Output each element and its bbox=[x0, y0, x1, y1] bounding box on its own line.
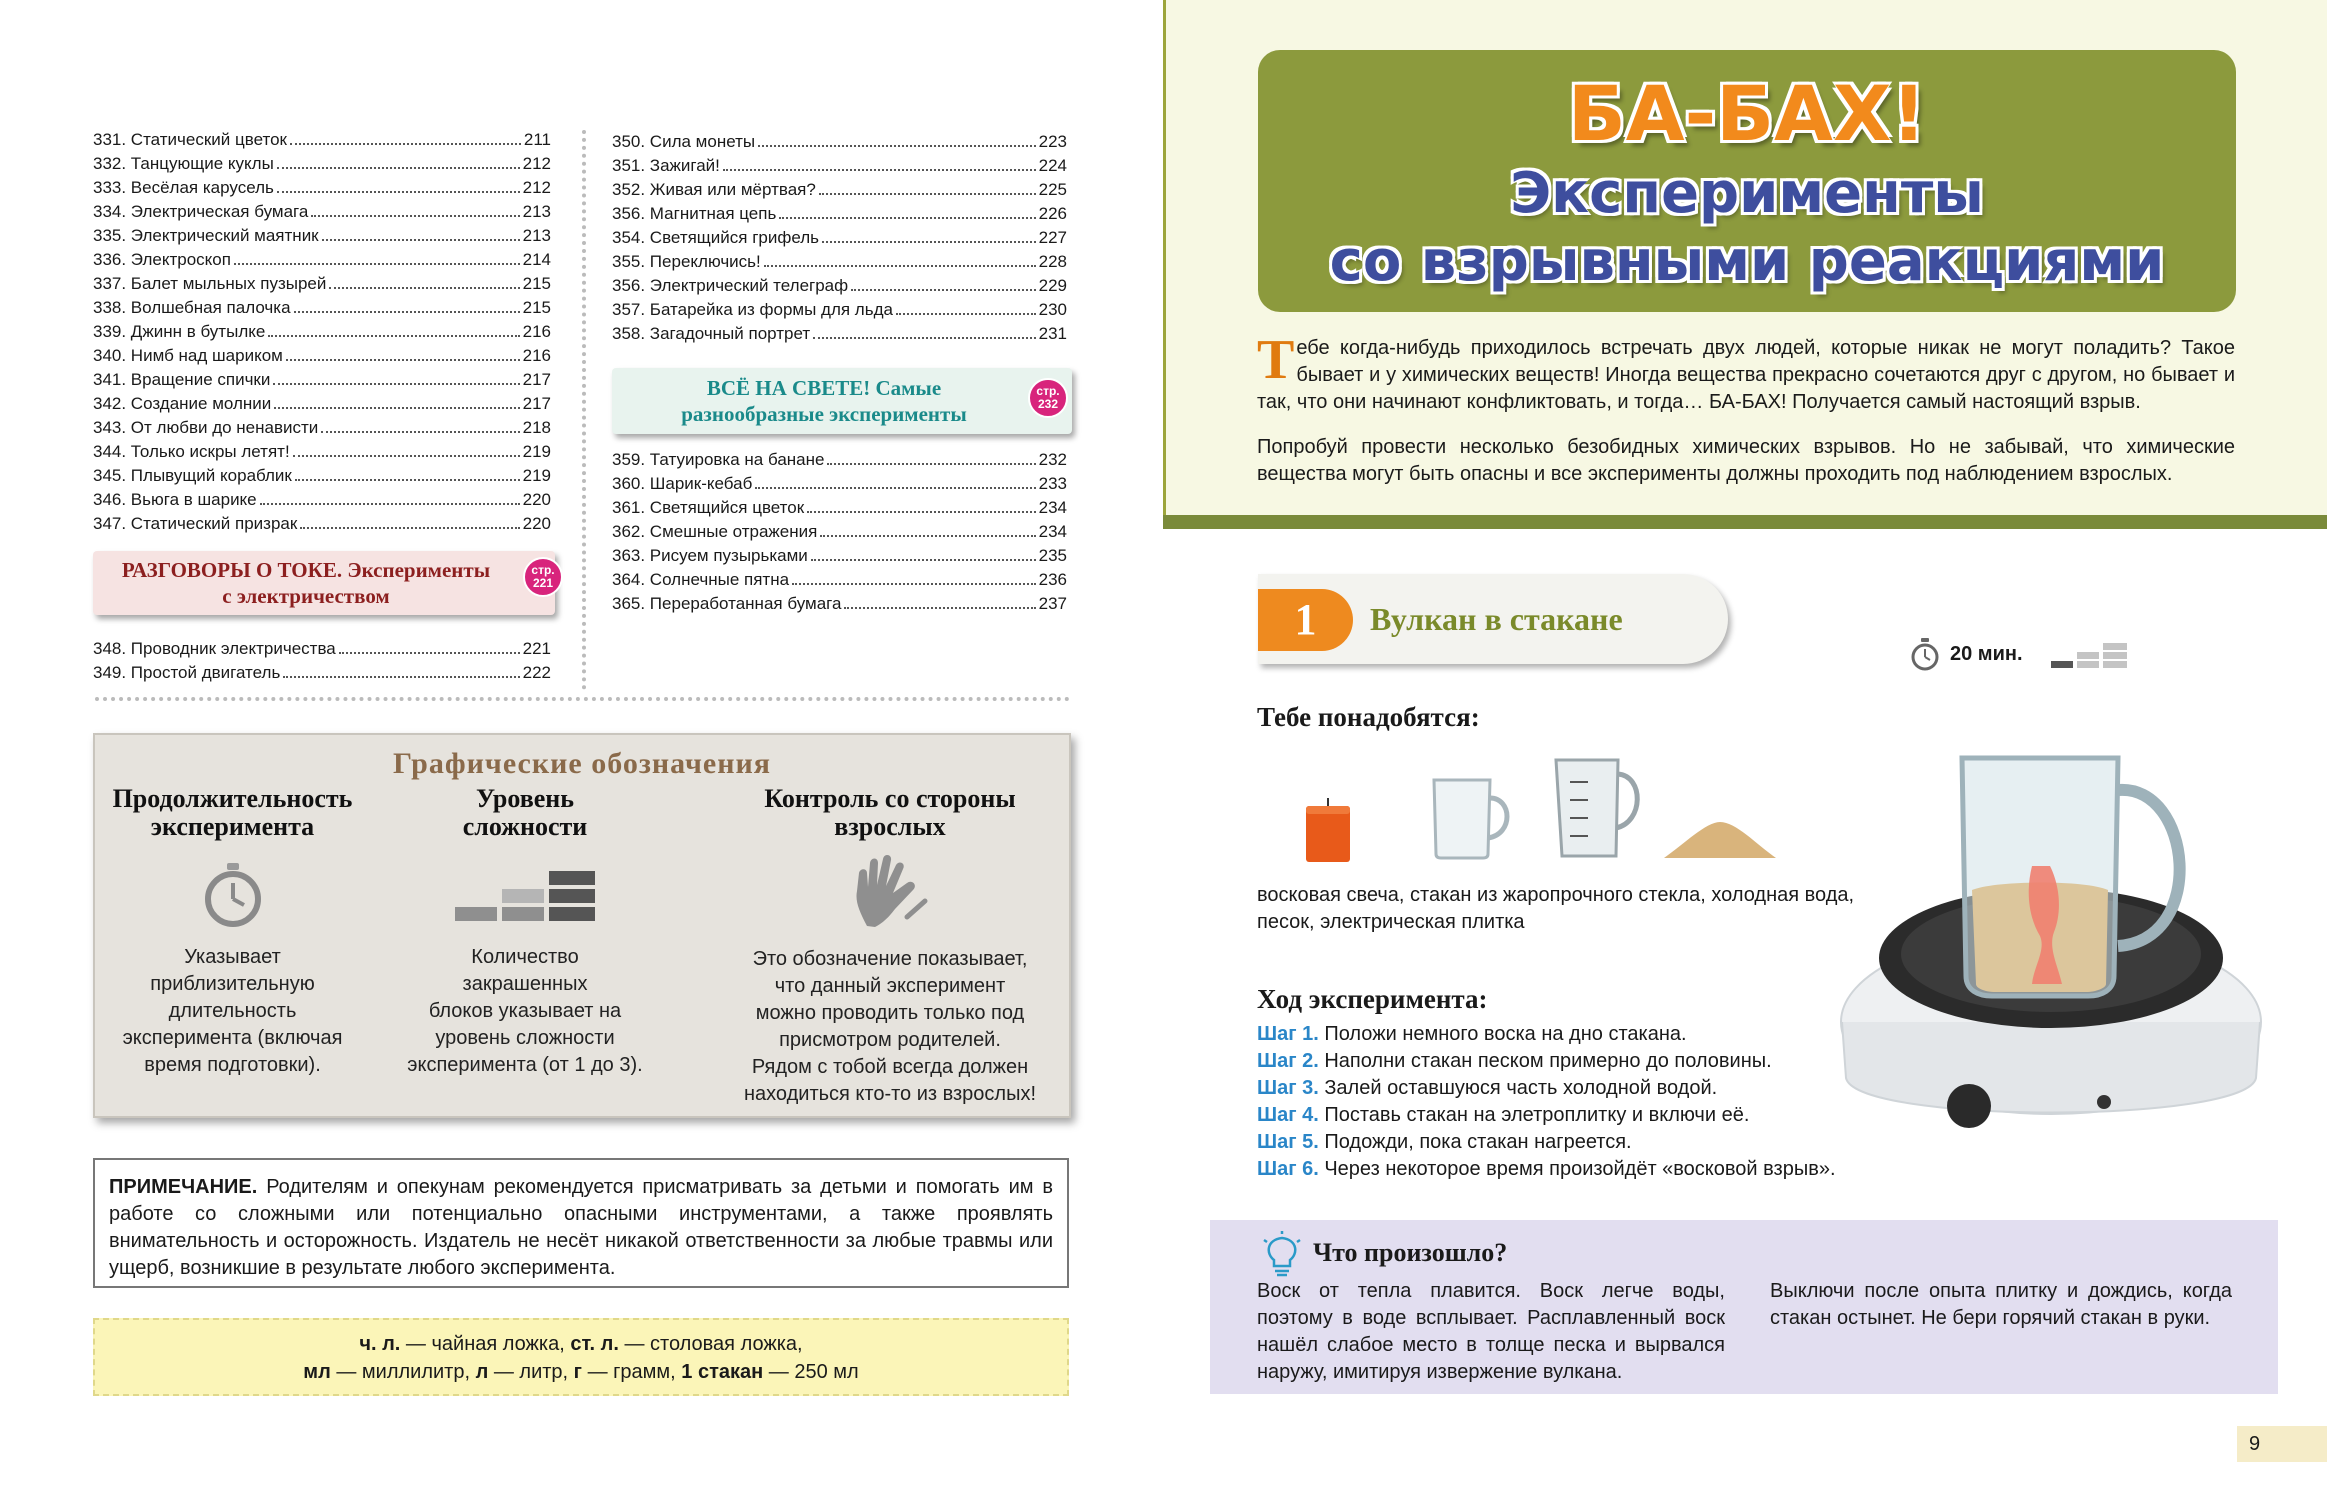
header-divider bbox=[1163, 515, 2327, 529]
toc-entry-title: 365. Переработанная бумага bbox=[612, 594, 842, 613]
section-banner-line1: ВСЁ НА СВЕТЕ! Самые bbox=[706, 376, 942, 400]
toc-leader bbox=[322, 239, 520, 241]
toc-leader bbox=[822, 241, 1036, 243]
badge-label: стр. bbox=[531, 563, 555, 577]
page-number: 9 bbox=[2237, 1426, 2327, 1462]
intro-text: ебе когда-нибудь приходилось встречать двух людей, которые никак не могут поладить? Такое бывает и у химических веществ! Иногда вещества прекрасно сочетаются друг с другом, но бывает и так, что они начинают конфликтовать, и тогда… БА-БАХ! Получается самый настоящий взрыв. bbox=[1257, 337, 2235, 413]
toc-leader bbox=[779, 217, 1035, 219]
legend-text-line: Указывает bbox=[184, 946, 281, 968]
unit-desc: — чайная ложка, bbox=[400, 1333, 571, 1355]
toc-entry-page: 220 bbox=[522, 490, 551, 509]
step-item bbox=[1257, 1129, 1836, 1156]
legend-text-line: приблизительную bbox=[150, 973, 315, 995]
toc-entry-page: 224 bbox=[1038, 156, 1067, 175]
toc-entry-page: 225 bbox=[1038, 180, 1067, 199]
toc-entry bbox=[612, 322, 1067, 346]
step-label: Шаг 6. bbox=[1257, 1158, 1319, 1180]
toc-column-2b bbox=[612, 448, 1067, 616]
what-happened-box bbox=[1210, 1220, 2278, 1394]
toc-leader bbox=[758, 145, 1036, 147]
unit-desc: — столовая ложка, bbox=[618, 1333, 803, 1355]
toc-entry-title: 346. Вьюга в шарике bbox=[93, 490, 257, 509]
hotplate-glass-image bbox=[1836, 740, 2266, 1142]
legend-duration-text bbox=[105, 944, 360, 1079]
experiment-number: 1 bbox=[1258, 589, 1353, 651]
toc-entry-page: 234 bbox=[1038, 498, 1067, 517]
toc-entry bbox=[93, 488, 551, 512]
chapter-intro bbox=[1257, 329, 2235, 488]
toc-entry bbox=[612, 544, 1067, 568]
difficulty-block bbox=[2103, 652, 2127, 659]
toc-entry-page: 236 bbox=[1038, 570, 1067, 589]
candle-image bbox=[1302, 796, 1354, 864]
toc-entry-title: 356. Электрический телеграф bbox=[612, 276, 849, 295]
section-banner-everything bbox=[612, 368, 1072, 434]
toc-column-1b bbox=[93, 637, 551, 685]
step-label: Шаг 4. bbox=[1257, 1104, 1319, 1126]
toc-entry-page: 217 bbox=[522, 370, 551, 389]
toc-entry-title: 344. Только искры летят! bbox=[93, 442, 290, 461]
toc-entry bbox=[93, 464, 551, 488]
toc-entry bbox=[612, 592, 1067, 616]
toc-entry bbox=[612, 496, 1067, 520]
toc-entry-page: 234 bbox=[1038, 522, 1067, 541]
measuring-jug-image bbox=[1548, 752, 1648, 862]
toc-entry-title: 334. Электрическая бумага bbox=[93, 202, 309, 221]
toc-leader bbox=[311, 215, 519, 217]
toc-entry-page: 215 bbox=[522, 298, 551, 317]
legend-text-line: Рядом с тобой всегда должен bbox=[751, 1056, 1029, 1078]
legend-difficulty-heading bbox=[405, 785, 645, 841]
materials-text: восковая свеча, стакан из жаропрочного стекла, холодная вода, песок, электрическая плитка bbox=[1257, 884, 1855, 933]
toc-entry bbox=[93, 637, 551, 661]
legend-text-line: что данный эксперимент bbox=[774, 975, 1006, 997]
toc-entry bbox=[93, 200, 551, 224]
drop-cap: Т bbox=[1257, 329, 1295, 391]
toc-leader bbox=[339, 652, 520, 654]
legend-text-line: можно проводить только под bbox=[755, 1002, 1025, 1024]
toc-entry bbox=[612, 274, 1067, 298]
toc-entry-title: 335. Электрический маятник bbox=[93, 226, 319, 245]
legend-box bbox=[93, 733, 1071, 1118]
badge-page: 221 bbox=[532, 576, 554, 590]
step-label: Шаг 2. bbox=[1257, 1050, 1319, 1072]
toc-entry-page: 228 bbox=[1038, 252, 1067, 271]
toc-leader bbox=[820, 535, 1035, 537]
unit-abbr: г bbox=[573, 1361, 583, 1383]
toc-entry-page: 230 bbox=[1038, 300, 1067, 319]
unit-desc: — миллилитр, bbox=[330, 1361, 476, 1383]
toc-entry-title: 341. Вращение спички bbox=[93, 370, 271, 389]
toc-leader bbox=[286, 359, 520, 361]
legend-duration bbox=[105, 785, 360, 1079]
toc-entry bbox=[612, 472, 1067, 496]
toc-entry bbox=[612, 154, 1067, 178]
toc-entry bbox=[612, 202, 1067, 226]
heading-line: эксперимента bbox=[150, 812, 315, 841]
toc-entry bbox=[612, 298, 1067, 322]
legend-text-line: блоков указывает на bbox=[428, 1000, 622, 1022]
experiment-tab bbox=[1258, 574, 1728, 664]
toc-entry bbox=[93, 296, 551, 320]
steps-heading: Ход эксперимента: bbox=[1257, 984, 1488, 1014]
toc-entry-title: 342. Создание молнии bbox=[93, 394, 272, 413]
page-badge bbox=[523, 557, 563, 597]
toc-leader bbox=[234, 263, 520, 265]
toc-entry-title: 339. Джинн в бутылке bbox=[93, 322, 266, 341]
unit-abbr: ст. л. bbox=[570, 1333, 619, 1355]
step-text: Через некоторое время произойдёт «восковой взрыв». bbox=[1318, 1158, 1836, 1180]
toc-leader bbox=[300, 527, 519, 529]
toc-entry bbox=[612, 448, 1067, 472]
toc-leader bbox=[807, 511, 1035, 513]
toc-entry bbox=[612, 130, 1067, 154]
legend-text-line: уровень сложности bbox=[435, 1027, 615, 1049]
toc-entry bbox=[93, 176, 551, 200]
legend-text-line: эксперимента (от 1 до 3). bbox=[407, 1054, 643, 1076]
step-item bbox=[1257, 1021, 1836, 1048]
page-badge bbox=[1028, 378, 1068, 418]
toc-entry-title: 361. Светящийся цветок bbox=[612, 498, 805, 517]
toc-entry-page: 216 bbox=[522, 322, 551, 341]
toc-entry bbox=[93, 392, 551, 416]
stopwatch-icon bbox=[1908, 637, 1942, 671]
chapter-title: БА-БАХ! bbox=[1567, 69, 1927, 158]
toc-entry-title: 347. Статический призрак bbox=[93, 514, 298, 533]
heading-line: Продолжительность bbox=[112, 784, 353, 813]
difficulty-block bbox=[2051, 661, 2073, 668]
toc-leader bbox=[260, 503, 520, 505]
toc-entry-title: 337. Балет мыльных пузырей bbox=[93, 274, 327, 293]
toc-leader bbox=[273, 383, 519, 385]
toc-entry-page: 217 bbox=[522, 394, 551, 413]
toc-entry-page: 223 bbox=[1038, 132, 1067, 151]
stopwatch-icon bbox=[198, 859, 268, 929]
toc-leader bbox=[293, 455, 520, 457]
toc-leader bbox=[723, 169, 1036, 171]
unit-abbr: ч. л. bbox=[359, 1333, 401, 1355]
unit-desc: — литр, bbox=[488, 1361, 574, 1383]
toc-leader bbox=[844, 607, 1035, 609]
toc-entry-title: 348. Проводник электричества bbox=[93, 639, 336, 658]
toc-entry-title: 333. Весёлая карусель bbox=[93, 178, 274, 197]
chapter-subtitle-1: Эксперименты bbox=[1510, 161, 1984, 226]
toc-leader bbox=[283, 676, 519, 678]
glass-mug-image bbox=[1428, 776, 1518, 860]
toc-entry-title: 355. Переключись! bbox=[612, 252, 761, 271]
legend-text-line: присмотром родителей. bbox=[779, 1029, 1001, 1051]
toc-entry-title: 356. Магнитная цепь bbox=[612, 204, 777, 223]
toc-leader bbox=[329, 287, 519, 289]
heading-line: Уровень bbox=[475, 784, 575, 813]
materials-heading: Тебе понадобятся: bbox=[1257, 702, 1480, 732]
toc-entry-title: 354. Светящийся грифель bbox=[612, 228, 820, 247]
toc-entry-page: 222 bbox=[522, 663, 551, 682]
toc-leader bbox=[321, 431, 519, 433]
column-separator bbox=[582, 130, 586, 690]
toc-entry bbox=[93, 416, 551, 440]
toc-leader bbox=[277, 167, 520, 169]
toc-leader bbox=[792, 583, 1036, 585]
toc-entry bbox=[93, 272, 551, 296]
heading-line: Контроль со стороны bbox=[764, 784, 1016, 813]
toc-entry bbox=[93, 152, 551, 176]
step-label: Шаг 5. bbox=[1257, 1131, 1319, 1153]
toc-entry-title: 343. От любви до ненависти bbox=[93, 418, 319, 437]
toc-entry bbox=[93, 320, 551, 344]
toc-entry-page: 221 bbox=[522, 639, 551, 658]
legend-supervision bbox=[720, 785, 1060, 1108]
toc-entry-page: 220 bbox=[522, 514, 551, 533]
unit-abbr: мл bbox=[303, 1361, 331, 1383]
chapter-subtitle-2: со взрывными реакциями bbox=[1329, 229, 2165, 294]
toc-entry bbox=[612, 520, 1067, 544]
section-banner-line2: с электричеством bbox=[222, 584, 390, 608]
legend-text-line: время подготовки). bbox=[144, 1054, 321, 1076]
legend-difficulty bbox=[405, 785, 645, 1079]
lightbulb-icon bbox=[1260, 1230, 1304, 1278]
toc-entry-title: 351. Зажигай! bbox=[612, 156, 720, 175]
note-box bbox=[93, 1158, 1069, 1288]
toc-leader bbox=[819, 193, 1036, 195]
toc-leader bbox=[268, 335, 519, 337]
units-line-1 bbox=[95, 1330, 1067, 1358]
toc-entry bbox=[93, 368, 551, 392]
step-text: Поставь стакан на элетроплитку и включи её. bbox=[1318, 1104, 1750, 1126]
toc-entry-title: 357. Батарейка из формы для льда bbox=[612, 300, 893, 319]
heading-line: сложности bbox=[462, 812, 588, 841]
unit-desc: — 250 мл bbox=[763, 1361, 859, 1383]
toc-entry-title: 360. Шарик-кебаб bbox=[612, 474, 753, 493]
toc-leader bbox=[851, 289, 1036, 291]
toc-entry-page: 212 bbox=[522, 178, 551, 197]
safety-text: Выключи после опыта плитку и дождись, когда стакан остынет. Не бери горячий стакан в руки. bbox=[1770, 1280, 2232, 1329]
experiment-title: Вулкан в стакане bbox=[1370, 601, 1623, 637]
toc-entry-page: 218 bbox=[522, 418, 551, 437]
legend-supervision-heading bbox=[720, 785, 1060, 841]
unit-abbr: 1 стакан bbox=[681, 1361, 764, 1383]
badge-page: 232 bbox=[1037, 397, 1059, 411]
legend-text-line: длительность bbox=[168, 1000, 297, 1022]
toc-entry-page: 233 bbox=[1038, 474, 1067, 493]
toc-entry-page: 216 bbox=[522, 346, 551, 365]
difficulty-block bbox=[2103, 643, 2127, 650]
legend-text-line: Это обозначение показывает, bbox=[752, 948, 1028, 970]
section-banner-line1: РАЗГОВОРЫ О ТОКЕ. Эксперименты bbox=[121, 558, 491, 582]
toc-entry bbox=[612, 226, 1067, 250]
toc-entry bbox=[93, 512, 551, 536]
experiment-time: 20 мин. bbox=[1950, 642, 2023, 665]
step-item bbox=[1257, 1048, 1836, 1075]
toc-entry-title: 340. Нимб над шариком bbox=[93, 346, 283, 365]
step-text: Подожди, пока стакан нагреется. bbox=[1318, 1131, 1632, 1153]
toc-entry bbox=[93, 248, 551, 272]
section-banner-electricity bbox=[93, 551, 555, 615]
toc-leader bbox=[827, 463, 1035, 465]
toc-entry bbox=[93, 661, 551, 685]
toc-entry bbox=[93, 344, 551, 368]
toc-leader bbox=[764, 265, 1036, 267]
toc-leader bbox=[290, 143, 521, 145]
toc-entry-page: 235 bbox=[1038, 546, 1067, 565]
step-text: Положи немного воска на дно стакана. bbox=[1318, 1023, 1687, 1045]
heading-line: взрослых bbox=[834, 812, 946, 841]
toc-entry bbox=[93, 128, 551, 152]
intro-paragraph-2: Попробуй провести несколько безобидных химических взрывов. Но не забывай, что химические вещества могут быть опасны и все эксперименты должны проходить под наблюдением взрослых. bbox=[1257, 436, 2235, 485]
toc-entry-title: 359. Татуировка на банане bbox=[612, 450, 825, 469]
section-separator bbox=[95, 697, 1070, 701]
toc-entry-title: 349. Простой двигатель bbox=[93, 663, 281, 682]
toc-entry-page: 219 bbox=[522, 466, 551, 485]
toc-entry-page: 232 bbox=[1038, 450, 1067, 469]
intro-paragraph-1 bbox=[1257, 329, 2235, 416]
toc-entry-page: 214 bbox=[522, 250, 551, 269]
legend-difficulty-text bbox=[405, 944, 645, 1079]
toc-entry-title: 352. Живая или мёртвая? bbox=[612, 180, 816, 199]
steps-list bbox=[1257, 1021, 1836, 1183]
units-line-2 bbox=[95, 1358, 1067, 1386]
step-label: Шаг 1. bbox=[1257, 1023, 1319, 1045]
units-box bbox=[93, 1318, 1069, 1396]
toc-entry-page: 229 bbox=[1038, 276, 1067, 295]
difficulty-block bbox=[2077, 652, 2099, 659]
toc-leader bbox=[755, 487, 1035, 489]
toc-entry bbox=[612, 568, 1067, 592]
toc-column-2 bbox=[612, 130, 1067, 346]
toc-entry bbox=[93, 440, 551, 464]
difficulty-block bbox=[2077, 661, 2099, 668]
chapter-title-box bbox=[1258, 50, 2236, 312]
toc-entry-page: 227 bbox=[1038, 228, 1067, 247]
toc-leader bbox=[896, 313, 1036, 315]
legend-duration-heading bbox=[105, 785, 360, 841]
toc-entry-title: 345. Плывущий кораблик bbox=[93, 466, 292, 485]
toc-entry-page: 211 bbox=[523, 130, 551, 149]
toc-entry-title: 362. Смешные отражения bbox=[612, 522, 818, 541]
note-label: ПРИМЕЧАНИЕ. bbox=[109, 1176, 258, 1198]
toc-entry-page: 237 bbox=[1038, 594, 1067, 613]
toc-leader bbox=[813, 337, 1035, 339]
toc-entry bbox=[93, 224, 551, 248]
what-happened-text: Воск от тепла плавится. Воск легче воды, поэтому в воде всплывает. Расплавленный воск нашёл слабое место в толще песка и вырвался наружу, имитируя извержение вулкана. bbox=[1257, 1280, 1725, 1383]
what-happened-heading: Что произошло? bbox=[1313, 1238, 1508, 1267]
section-banner-line2: разнообразные эксперименты bbox=[681, 402, 967, 426]
step-item bbox=[1257, 1102, 1836, 1129]
toc-column-1 bbox=[93, 128, 551, 536]
sand-pile-image bbox=[1662, 816, 1778, 860]
legend-title: Графические обозначения bbox=[392, 747, 771, 780]
step-label: Шаг 3. bbox=[1257, 1077, 1319, 1099]
step-text: Залей оставшуюся часть холодной водой. bbox=[1318, 1077, 1718, 1099]
toc-entry-page: 215 bbox=[522, 274, 551, 293]
note-text: Родителям и опекунам рекомендуется присматривать за детьми и помогать им в работе со сложными или потенциально опасными инструментами, а также проявлять внимательность и осторожность. Издатель не несёт никакой ответственности за любые травмы или ущерб, возникшие в результате любого эксперимента. bbox=[109, 1176, 1053, 1279]
unit-abbr: л bbox=[475, 1361, 489, 1383]
badge-label: стр. bbox=[1036, 384, 1060, 398]
unit-desc: — грамм, bbox=[582, 1361, 682, 1383]
step-text: Наполни стакан песком примерно до половины. bbox=[1318, 1050, 1772, 1072]
toc-entry-page: 219 bbox=[522, 442, 551, 461]
difficulty-block bbox=[2103, 661, 2127, 668]
toc-entry-title: 363. Рисуем пузырьками bbox=[612, 546, 808, 565]
toc-entry-page: 213 bbox=[522, 226, 551, 245]
toc-entry-title: 332. Танцующие куклы bbox=[93, 154, 274, 173]
toc-entry-title: 336. Электроскоп bbox=[93, 250, 231, 269]
hand-icon bbox=[845, 851, 935, 931]
toc-leader bbox=[277, 191, 520, 193]
legend-text-line: эксперимента (включая bbox=[122, 1027, 343, 1049]
toc-entry-page: 226 bbox=[1038, 204, 1067, 223]
legend-supervision-text bbox=[720, 946, 1060, 1108]
legend-text-line: закрашенных bbox=[462, 973, 588, 995]
toc-entry-page: 213 bbox=[522, 202, 551, 221]
difficulty-icon bbox=[2049, 639, 2129, 669]
toc-entry-title: 338. Волшебная палочка bbox=[93, 298, 291, 317]
experiment-meta bbox=[1908, 636, 2129, 672]
difficulty-blocks-icon bbox=[450, 859, 600, 929]
toc-entry-title: 350. Сила монеты bbox=[612, 132, 756, 151]
step-item bbox=[1257, 1075, 1836, 1102]
toc-entry-title: 364. Солнечные пятна bbox=[612, 570, 790, 589]
toc-leader bbox=[274, 407, 519, 409]
toc-entry bbox=[612, 178, 1067, 202]
toc-leader bbox=[295, 479, 520, 481]
toc-leader bbox=[811, 559, 1036, 561]
legend-text-line: Количество bbox=[471, 946, 579, 968]
toc-entry-title: 331. Статический цветок bbox=[93, 130, 287, 149]
toc-entry-page: 231 bbox=[1038, 324, 1067, 343]
toc-entry bbox=[612, 250, 1067, 274]
toc-entry-title: 358. Загадочный портрет bbox=[612, 324, 811, 343]
step-item bbox=[1257, 1156, 1836, 1183]
legend-text-line: находиться кто-то из взрослых! bbox=[743, 1083, 1037, 1105]
toc-leader bbox=[294, 311, 520, 313]
toc-entry-page: 212 bbox=[522, 154, 551, 173]
